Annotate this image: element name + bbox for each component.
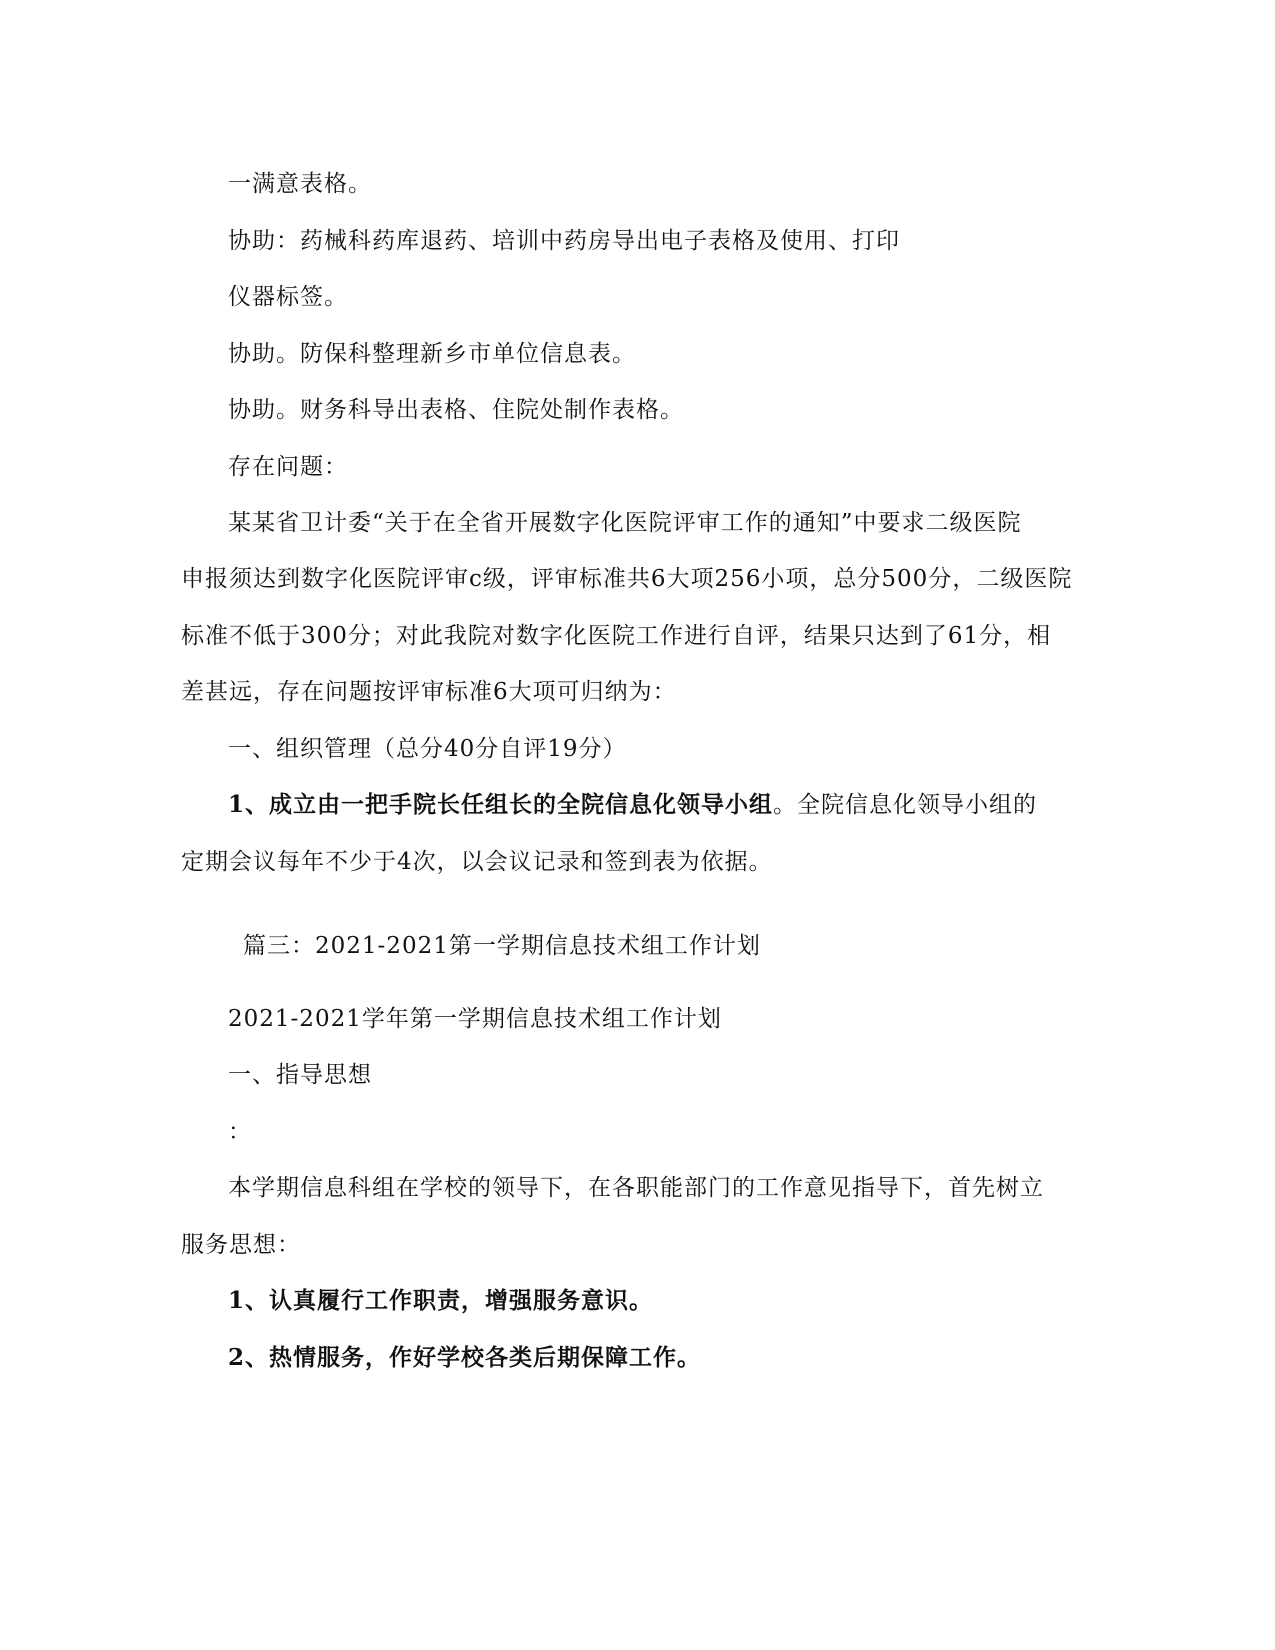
section-heading: 一、组织管理（总分40分自评19分）: [228, 736, 627, 762]
text-line: 本学期信息科组在学校的领导下，在各职能部门的工作意见指导下，首先树立: [228, 1175, 1044, 1201]
text-line: 定期会议每年不少于4次，以会议记录和签到表为依据。: [181, 849, 773, 875]
plan-title: 2021-2021学年第一学期信息技术组工作计划: [228, 1006, 722, 1032]
text-line: 某某省卫计委“关于在全省开展数字化医院评审工作的通知”中要求二级医院: [228, 510, 1022, 536]
text-line: 服务思想：: [181, 1232, 301, 1258]
text-line: 协助。财务科导出表格、住院处制作表格。: [228, 397, 684, 423]
text-line: 协助：药械科药库退药、培训中药房导出电子表格及使用、打印: [228, 228, 900, 254]
text-line: 申报须达到数字化医院评审c级，评审标准共6大项256小项，总分500分，二级医院: [181, 566, 1073, 592]
normal-text: 。全院信息化领导小组的: [773, 792, 1038, 818]
section-heading: 一、指导思想: [228, 1062, 372, 1088]
text-line: 一满意表格。: [228, 171, 372, 197]
bold-item: 2、热情服务，作好学校各类后期保障工作。: [228, 1344, 702, 1371]
text-line: 协助。防保科整理新乡市单位信息表。: [228, 341, 636, 367]
bold-text: 1、成立由一把手院长任组长的全院信息化领导小组: [228, 791, 774, 818]
text-line: 标准不低于300分；对此我院对数字化医院工作进行自评，结果只达到了61分，相: [181, 623, 1052, 649]
section-heading: 存在问题：: [228, 454, 348, 480]
bold-item: 1、认真履行工作职责，增强服务意识。: [228, 1287, 654, 1314]
text-line: 差甚远，存在问题按评审标准6大项可归纳为：: [181, 679, 677, 705]
text-line: 仪器标签。: [228, 284, 348, 310]
mixed-text-line: [228, 789, 1037, 821]
text-line: ：: [228, 1119, 252, 1145]
chapter-title: 篇三：2021-2021第一学期信息技术组工作计划: [243, 933, 761, 959]
